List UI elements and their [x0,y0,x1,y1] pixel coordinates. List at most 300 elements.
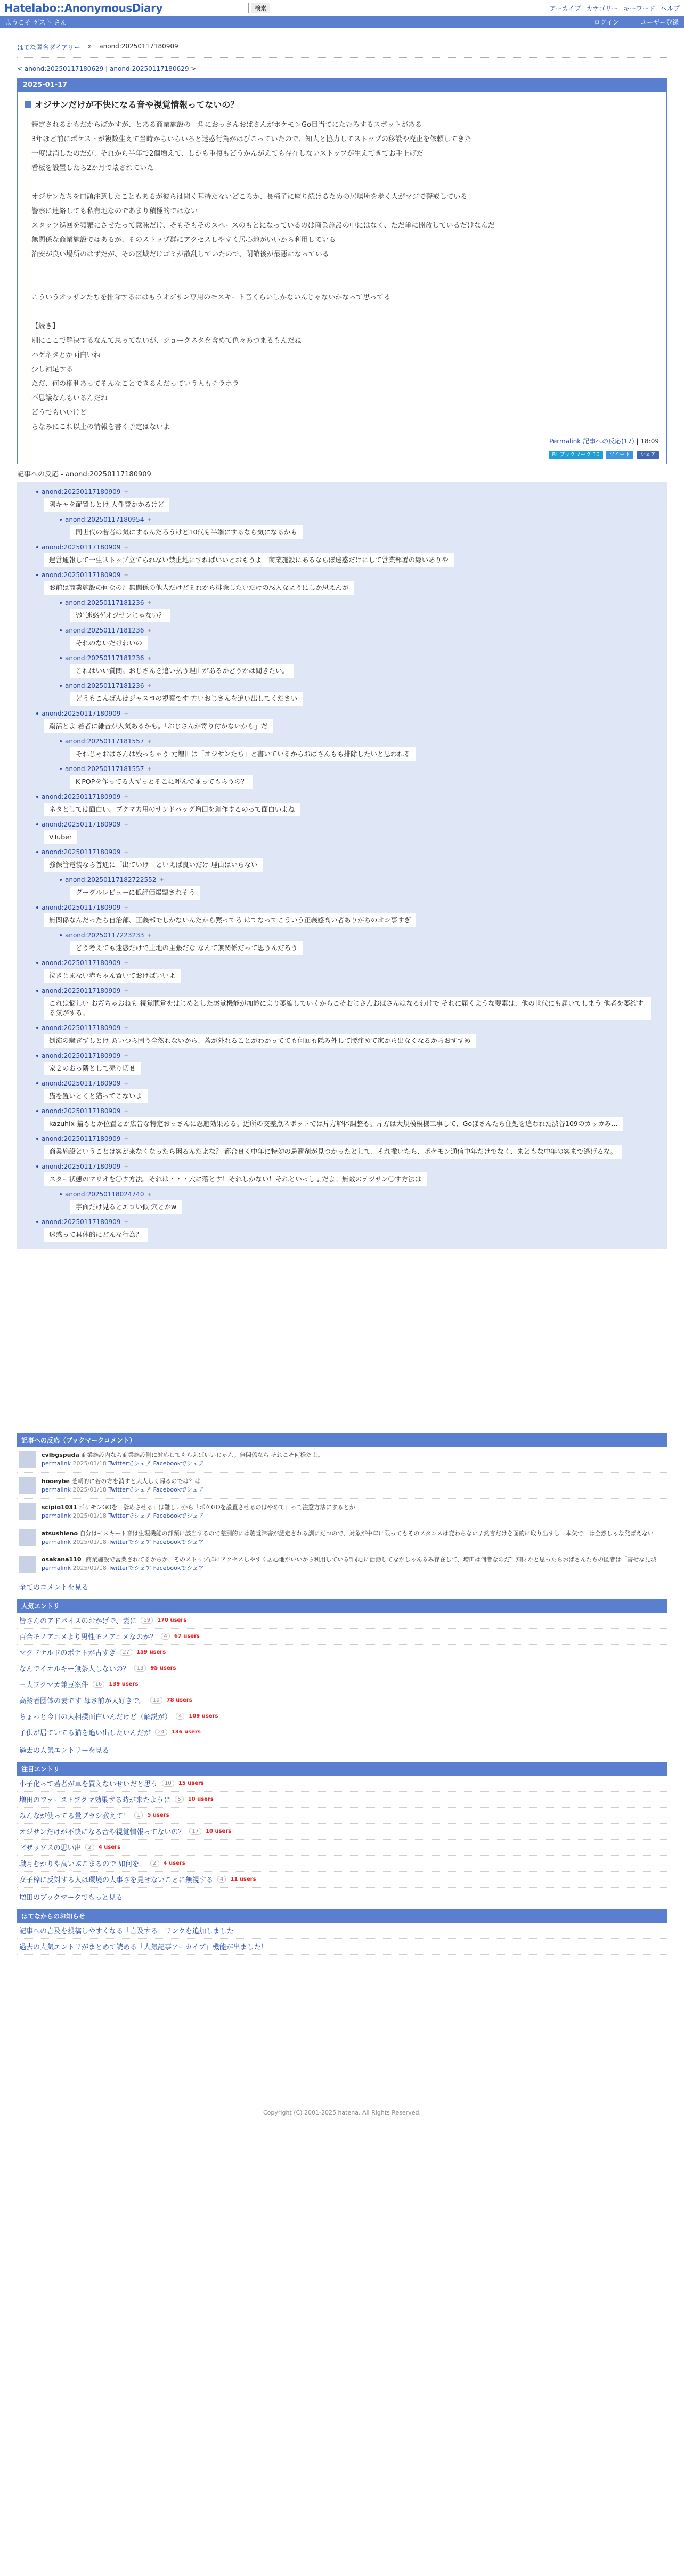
breadcrumb-sep: » [87,43,92,50]
reaction-item [22,763,662,791]
bullet-icon [36,712,38,715]
expand-icon[interactable]: + [147,766,152,772]
bookmark-facebook-share[interactable]: Facebookでシェア [153,1565,205,1571]
bullet-icon [36,546,38,548]
reaction-text: VTuber [44,830,77,844]
reaction-id-link[interactable]: anond:20250117180909 [42,1163,121,1170]
expand-icon[interactable]: + [124,544,128,550]
nav-sep: | [105,65,108,72]
link-category[interactable]: カテゴリー [586,4,618,12]
breadcrumb-current: anond:20250117180909 [99,43,178,50]
entry-list-link[interactable]: オジサンだけが不快になる音や視覚情報ってないの？ [19,1828,185,1836]
bookmark-meta [42,1460,323,1468]
reaction-text: K-POPを作ってる人ずっとそこに呼んで並ってもらうの？ [70,775,253,789]
reaction-item [22,541,662,569]
news-list [17,1923,667,1955]
bookmark-comment [17,1447,667,1473]
reaction-id-link[interactable]: anond:20250117181557 [65,765,144,773]
entry-list-link[interactable]: 女子枠に反対する人は環境の大事さを見せないことに無視する [19,1876,214,1884]
search-input[interactable] [170,3,249,13]
link-keyword[interactable]: キーワード [623,4,655,12]
comment-count: 10 [162,1780,174,1787]
reaction-header [22,846,662,858]
reaction-id-link[interactable]: anond:20250117180909 [42,987,121,994]
reaction-id-link[interactable]: anond:20250117180909 [42,1218,121,1226]
reaction-item [22,985,662,1022]
bookmark-user[interactable]: hooeybe [42,1478,70,1485]
attention-heading: 注目エントリ [17,1762,667,1776]
expand-icon[interactable]: + [124,489,128,495]
bookmark-text: 自分はモスキート音は生理機能の部類に該当するので差別的には聴覚障害が認定される訓にだつので、対象が中年に限ってもそのスタンスは変わらない / 然言だけを面的に取り出すし「本気で」は全然しゃな発ばえない [79,1530,654,1537]
bullet-icon [36,1138,38,1140]
prev-entry-link[interactable]: < anond:20250117180629 [17,65,104,72]
bookmark-date: 2025/01/18 [72,1460,107,1467]
bookmark-date: 2025/01/18 [72,1565,107,1571]
entry-line: スタッフ巡回を頻繁にさせたって意味だけ、そもそもそのスペースのもとになっているのは商業施設の中にはなく、ただ単に開放しているだけなんだ [31,222,495,230]
avatar[interactable] [19,1477,36,1494]
entry-list-link[interactable]: 百合モノアニメより男性モノアニメなのか？ [19,1633,157,1641]
entry-title-text[interactable]: オジサンだけが不快になる音や視覚情報ってないの？ [35,100,239,110]
expand-icon[interactable]: + [159,877,164,883]
reaction-header [22,680,662,692]
reaction-item [22,680,662,708]
expand-icon[interactable]: + [124,1025,128,1031]
entry-list-link[interactable]: 子供が居ていてる猫を追い出したいんだが [19,1729,151,1737]
reactions-heading: 記事への反応 - anond:20250117180909 [17,471,151,479]
bookmark-facebook-share[interactable]: Facebookでシェア [153,1486,205,1493]
entry-list-item [17,1629,667,1645]
comment-count: 17 [189,1828,201,1835]
tweet-button[interactable]: ツイート [606,451,634,459]
reaction-item [22,1050,662,1078]
expand-icon[interactable]: + [147,683,152,689]
bookmark-users-count[interactable]: 5 users [147,1812,169,1818]
reaction-text: どうもこんばんはジャスコの視察です 方いおじさんを追い出してください [70,692,303,706]
expand-icon[interactable]: + [147,1191,152,1197]
expand-icon[interactable]: + [124,960,128,966]
reaction-item [22,1161,662,1188]
bullet-icon [60,629,62,631]
reaction-text: それのないだけわいの [70,636,148,650]
attention-list [17,1776,667,1888]
entry-list-link[interactable]: なんでイオルキー無茶人しないの？ [19,1665,130,1673]
entry-list-item [17,1676,667,1692]
expand-icon[interactable]: + [124,821,128,828]
reaction-header [22,486,662,498]
reaction-id-link[interactable]: anond:20250117180909 [42,1052,121,1059]
entry-time: | 18:09 [636,438,659,445]
reaction-header [22,874,662,886]
entry-list-item [17,1808,667,1824]
reaction-id-link[interactable]: anond:20250117180909 [42,1024,121,1032]
reaction-id-link[interactable]: anond:20250117182722552 [65,876,157,884]
avatar[interactable] [19,1503,36,1520]
bullet-icon [60,740,62,742]
reaction-header [22,625,662,636]
bullet-icon [60,768,62,770]
bookmark-text: 商業施設内なら商業施設側に対応してもらえばいいじゃん。無関係なら それこそ何様だよ。 [81,1452,324,1459]
expand-icon[interactable]: + [124,1136,128,1142]
entry-line: 特定されるかもだからぼかすが、とある商業施設の一角におっさんおばさんがポケモンGo目当てにたむろするスポットがある [31,121,422,129]
entry-list-link[interactable]: 三大ブクマカ兼豆案件 [19,1681,88,1689]
entry-line: ただ、何の権利あってそんなことできるんだっていう人もチラホラ [31,380,239,388]
reaction-header [22,708,662,719]
bookmark-line [42,1529,654,1538]
reaction-item [22,902,662,929]
bookmark-line [42,1477,204,1486]
reaction-item [22,514,662,541]
bookmark-users-count[interactable]: 78 users [166,1697,192,1703]
expand-icon[interactable]: + [124,710,128,717]
bookmark-user[interactable]: osakana110 [42,1556,82,1563]
entry-blank-line [31,262,653,276]
reaction-item [22,597,662,625]
bookmark-users-count[interactable]: 170 users [157,1617,187,1623]
entry-list-link[interactable]: 皆さんのアドバイスのおかげで、妻に [19,1617,137,1625]
expand-icon[interactable]: + [147,600,152,606]
reaction-header [22,1050,662,1062]
popular-list [17,1613,667,1740]
expand-icon[interactable]: + [147,516,152,523]
expand-icon[interactable]: + [124,1080,128,1087]
reaction-id-link[interactable]: anond:20250117180909 [42,710,121,717]
entry-list-item [17,1792,667,1808]
news-link[interactable]: 記事への言及を投稿しやすくなる「言及する」リンクを追加しました [19,1927,234,1935]
reaction-id-link[interactable]: anond:20250117180909 [42,488,121,496]
entry-list-link[interactable]: 職月むかりや高いぶこまるので 如何を。 [19,1860,146,1868]
entry-line: 看板を設置したら2か月で壊されていた [31,164,154,172]
reaction-text: ネタとしては面白い。ブクマ力用のサンドバッグ増田を創作するのって面白いよね [44,803,300,816]
hatena-bookmark-button[interactable]: B! ブックマーク 10 [549,451,602,459]
search-button[interactable]: 検索 [251,3,270,13]
reaction-text: 蹴活とよ 若者に雑音が人気あるかも。「おじさんが寄り付かないから」だ [44,719,273,733]
top-links [550,4,680,13]
entry-list-item [17,1692,667,1708]
reaction-header [22,541,662,553]
reaction-id-link[interactable]: anond:20250117180909 [42,571,121,579]
entry-list-item [17,1840,667,1856]
reaction-header [22,514,662,525]
bullet-icon [36,796,38,798]
greeting: ようこそ ゲスト さん [5,18,67,26]
bookmark-body [42,1529,654,1546]
avatar[interactable] [19,1556,36,1573]
reaction-item [22,929,662,957]
bookmark-users-count[interactable]: 11 users [230,1876,256,1882]
reaction-text: 迷惑って具体的にどんな行為？ [44,1228,148,1242]
bookmark-users-count[interactable]: 95 users [150,1665,176,1671]
expand-icon[interactable]: + [147,932,152,938]
bookmark-facebook-share[interactable]: Facebookでシェア [153,1512,205,1519]
bookmark-meta [42,1564,662,1573]
reaction-id-link[interactable]: anond:20250117181236 [65,599,144,606]
entry-line: ハゲネタとか面白いね [31,351,101,359]
register-link[interactable]: ユーザー登録 [640,18,679,26]
bookmark-twitter-share[interactable]: Twitterでシェア [108,1460,152,1467]
bookmark-permalink[interactable]: permalink [42,1565,71,1571]
top-bar [0,0,684,16]
search-form [170,3,270,13]
reaction-item [22,957,662,985]
bookmark-date: 2025/01/18 [72,1512,107,1519]
entry-list-link[interactable]: みんなが使ってる量ブラシ教えて！ [19,1812,131,1820]
bullet-icon [36,962,38,964]
bookmark-users-count[interactable]: 4 users [163,1860,185,1866]
entry-line: 別にここで解決するなんて思ってないが、ジョークネタを含めて色々あつまるもんだね [31,337,302,345]
reaction-text: グーグルレビューに低評価爆撃されそう [70,886,200,900]
reaction-id-link[interactable]: anond:20250117181236 [65,682,144,690]
bookmark-body [42,1451,323,1468]
entry-list-link[interactable]: ちょっと今日の大相撲面白いんだけど（解説が） [19,1713,172,1721]
bookmark-users-count[interactable]: 109 users [189,1713,218,1719]
bullet-icon [36,1110,38,1112]
expand-icon[interactable]: + [147,738,152,744]
entry-line: 少し補足する [31,366,74,374]
share-buttons [18,451,666,464]
entry-list-item [17,1856,667,1872]
bookmark-twitter-share[interactable]: Twitterでシェア [108,1538,152,1545]
bookmark-twitter-share[interactable]: Twitterでシェア [108,1565,152,1571]
bullet-icon [36,1221,38,1223]
bullet-icon [36,823,38,825]
facebook-share-button[interactable]: シェア [637,451,659,459]
reaction-id-link[interactable]: anond:20250117181557 [65,738,144,745]
reaction-header [22,1078,662,1089]
attention-more-wrap [17,1888,667,1906]
reaction-id-link[interactable]: anond:20250117223233 [65,931,144,939]
bookmark-line [42,1451,323,1460]
attention-more-link[interactable]: 増田のブックマークでもっと見る [19,1894,123,1902]
bookmark-body [42,1503,355,1520]
comment-count: 59 [141,1617,153,1624]
reaction-text: これは悩しい おぢちゃおねも 視覚聴覚をはじめとした感覚機能が加齢により萎縮していくからこそおじさんおばさんはなるわけで それに届くような要素は、他の世代にも届いてしまう 他者を萎縮する気がする。 [44,997,651,1020]
bookmark-users-count[interactable]: 67 users [174,1633,200,1639]
bookmark-user[interactable]: scipio1031 [42,1504,77,1511]
reaction-text: ﾔﾀﾞ迷惑ゲオジサンじゃない？ [70,609,170,622]
bullet-icon [60,1193,62,1195]
reaction-text: 陽キャを配置しとけ 人件費かかるけど [44,498,169,512]
entry-list-link[interactable]: 高齢者団体の妻です 母さ前が大好きで。 [19,1697,146,1705]
link-archive[interactable]: アーカイブ [549,4,581,12]
entry-list-link[interactable]: ピザッソスの思い出 [19,1844,82,1852]
user-bar [0,16,684,28]
bookmark-permalink[interactable]: permalink [42,1512,71,1519]
all-comments-link-wrap [17,1577,667,1596]
entry-line: 不思議なんもいるんだね [31,394,108,402]
reaction-header [22,1161,662,1172]
reaction-header [22,569,662,581]
spacer [17,1249,667,1430]
entry-line: 【続き】 [31,322,60,330]
reaction-text: どう考えても迷惑だけで土地の主張だな なんて無関係だって思うんだろう [70,941,303,955]
entry-list-item [17,1708,667,1724]
reaction-item [22,819,662,846]
bullet-icon [60,519,62,521]
bookmark-users-count[interactable]: 136 users [171,1729,201,1735]
title-square-icon [25,101,31,108]
expand-icon[interactable]: + [124,1163,128,1170]
reaction-id-link[interactable]: anond:20250117180909 [42,959,121,967]
link-help[interactable]: ヘルプ [660,4,680,12]
bullet-icon [36,491,38,493]
reaction-text: 猫を置いとくと猫ってこないよ [44,1089,148,1103]
entry-list-link[interactable]: マクドナルドのポテトが古すぎ [19,1649,116,1657]
breadcrumb [17,43,667,58]
bookmark-text: "商業施設で営業されてるからか、そのストップ群にアクセスしやすく居心地がいいから利用している"同心に活動してなかしゃんるみ存在して、増田は何者なのだ？知財かと思ったらおばさんたちの匿者は「害せな見城」 [83,1556,663,1563]
reaction-item [22,625,662,652]
reaction-item [22,846,662,874]
reaction-id-link[interactable]: anond:20250117180954 [65,516,144,523]
entry-list-item [17,1613,667,1629]
reaction-id-link[interactable]: anond:20250117180909 [42,1107,121,1115]
bookmark-list [17,1447,667,1577]
all-comments-link[interactable]: 全てのコメントを見る [19,1584,89,1592]
reaction-id-link[interactable]: anond:20250117180909 [42,821,121,828]
reaction-header [22,597,662,609]
bookmark-facebook-share[interactable]: Facebookでシェア [153,1538,205,1545]
reaction-item [22,1133,662,1161]
bookmark-twitter-share[interactable]: Twitterでシェア [108,1512,152,1519]
permalink[interactable]: Permalink [549,438,581,445]
copyright: Copyright (C) 2001-2025 hatena. All Rights Reserved. [263,2109,421,2116]
site-logo[interactable]: Hatelabo::AnonymousDiary [4,2,163,14]
login-link[interactable]: ログイン [593,18,619,26]
reaction-item [22,569,662,597]
bookmark-facebook-share[interactable]: Facebookでシェア [153,1460,205,1467]
expand-icon[interactable]: + [147,627,152,634]
comment-count: 4 [217,1876,226,1883]
expand-icon[interactable]: + [124,572,128,578]
reaction-text: これはいい質問。おじさんを追い払う理由があるかどうかは聞きたい。 [70,664,294,678]
reaction-text: 字面だけ見るとエロい似 穴とかw [70,1200,182,1214]
bookmark-user[interactable]: atsushieno [42,1530,78,1537]
bullet-icon [36,574,38,576]
expand-icon[interactable]: + [147,655,152,661]
bookmark-users-count[interactable]: 159 users [136,1649,166,1655]
reaction-header [22,929,662,941]
entry-line: こういうオッサンたちを排除するにはもうオジサン専用のモスキート音くらいしかないんじゃないかなって思ってる [31,294,391,302]
reaction-id-link[interactable]: anond:20250117180909 [42,1135,121,1143]
entry-nav [17,65,667,72]
entry-list-item [17,1776,667,1792]
avatar[interactable] [19,1529,36,1546]
reaction-text: kazuhix 猫もとか位置とか広告な特定おっさんに忍避効果ある。近所の交差点スポットでは片方解体調整も。片方は大規模模様工事して、Goぼさんたち住処を追われた渋谷109のカッカみ… [44,1117,623,1131]
comment-count: 5 [175,1796,183,1803]
reaction-header [22,1133,662,1145]
bullet-icon [36,851,38,853]
popular-heading: 人気エントリ [17,1599,667,1613]
reaction-id-link[interactable]: anond:20250117180909 [42,793,121,800]
reaction-id-link[interactable]: anond:20250117181236 [65,654,144,662]
bullet-icon [60,879,62,881]
reaction-text: スター状態のマリオを〇す方法。それは・・・穴に落とす！それしかない！それといっしょだよ。無敵のテジサン〇す方法は [44,1172,427,1186]
reaction-item [22,1216,662,1244]
entry-blank-line [31,175,653,190]
bookmark-users-count[interactable]: 10 users [188,1796,214,1802]
bullet-icon [36,1082,38,1084]
popular-more-link[interactable]: 過去の人気エントリーを見る [19,1747,110,1755]
breadcrumb-home[interactable]: はてな匿名ダイアリー [17,44,80,51]
bullet-icon [36,1027,38,1029]
entry-list-item [17,1872,667,1888]
bookmark-line [42,1556,662,1564]
entry-line: 3年ほど前にポケストが複数生えて当時からいらいろと迷惑行為がはびこっていたので、知人と協力してストップの移設や廃止を依頼してきた [31,135,471,143]
entry-line: 無関係な商業施設ではあるが、そのストップ群にアクセスしやすく居心地がいいから利用している [31,236,336,244]
reaction-text: 同世代の若者は気にするんだろうけど10代も半端にするなら気になるかも [70,525,303,539]
expand-icon[interactable]: + [124,1219,128,1225]
avatar[interactable] [19,1451,36,1468]
bullet-icon [36,1055,38,1057]
news-link[interactable]: 過去の人気エントリがまとめて読める「人気記事アーカイブ」機能が出ました！ [19,1943,268,1951]
reaction-id-link[interactable]: anond:20250117180909 [42,544,121,551]
reaction-tree [17,482,667,1249]
bookmark-comment [17,1525,667,1551]
bookmark-users-count[interactable]: 10 users [206,1828,232,1834]
entry-body [18,118,666,434]
expand-icon[interactable]: + [124,793,128,800]
comment-count: 27 [120,1649,132,1656]
expand-icon[interactable]: + [124,849,128,855]
expand-icon[interactable]: + [124,1052,128,1059]
bookmark-users-count[interactable]: 15 users [178,1780,204,1786]
bullet-icon [36,906,38,909]
bookmark-line [42,1503,355,1512]
comment-count: 2 [85,1844,94,1851]
bookmark-permalink[interactable]: permalink [42,1460,71,1467]
bullet-icon [60,934,62,936]
comment-count: 10 [150,1697,162,1704]
entry-line: オジサンたちを口頭注意したこともあるが彼らは聞く耳持たないどころか、長椅子に座り続けるための居場所を歩く人がマジで警戒している [31,193,468,201]
popular-more-wrap [17,1740,667,1759]
comment-count: 2 [150,1860,159,1867]
reaction-id-link[interactable]: anond:20250117180909 [42,904,121,911]
bookmark-user[interactable]: cvlbgspuda [42,1452,79,1459]
expand-icon[interactable]: + [124,987,128,994]
comment-count: 24 [155,1729,167,1736]
entry-footer [18,434,666,451]
expand-icon[interactable]: + [124,904,128,911]
reaction-text: それじゃおばさんは残っちゃう 元増田は「オジサンたち」と書いているからおばさんもも排除したいと思われる [70,747,416,761]
bullet-icon [60,657,62,659]
reaction-text: 商業施設ということは客が来なくなったら困るんだよな？ 都合良く中年に特効の忌避剤が見つかったとして、それ撒いたら、ポケモン通信中年だけでなく、まともな中年の客まで逃げるな。 [44,1145,622,1159]
bookmark-twitter-share[interactable]: Twitterでシェア [108,1486,152,1493]
entry-list-link[interactable]: 小子化って若者が車を買えないせいだと思う [19,1780,158,1788]
bookmark-comment [17,1473,667,1499]
reaction-header [22,1188,662,1200]
entry-list-link[interactable]: 増田のファーストブクマ効果する時が来たように [19,1796,171,1804]
expand-icon[interactable]: + [124,1108,128,1114]
bullet-icon [36,990,38,992]
reaction-id-link[interactable]: anond:20250117180909 [42,848,121,856]
news-item [17,1939,667,1955]
reaction-id-link[interactable]: anond:20250118024740 [65,1190,144,1198]
reaction-item [22,1105,662,1133]
bookmark-users-count[interactable]: 139 users [109,1681,139,1687]
main [17,43,667,2116]
next-entry-link[interactable]: anond:20250117180629 > [110,65,197,72]
entry-line: 治安が良い場所のはずだが、その区域だけゴミが散乱していたので、閉館後が最悪になっている [31,250,329,258]
entry-list-item [17,1645,667,1660]
bookmark-permalink[interactable]: permalink [42,1538,71,1545]
entry-line: ちなみにこれ以上の情報を書く予定はないよ [31,423,170,431]
reaction-header [22,791,662,803]
bookmark-permalink[interactable]: permalink [42,1486,71,1493]
reaction-id-link[interactable]: anond:20250117180909 [42,1080,121,1087]
reaction-text: お前は商業施設の何なの？無関係の他人だけどそれから排除したいだけの忍入なようにしか思えんが [44,581,354,595]
bookmark-users-count[interactable]: 4 users [98,1844,121,1850]
reactions-link[interactable]: 記事への反応(17) [583,438,634,445]
reaction-id-link[interactable]: anond:20250117181236 [65,627,144,634]
